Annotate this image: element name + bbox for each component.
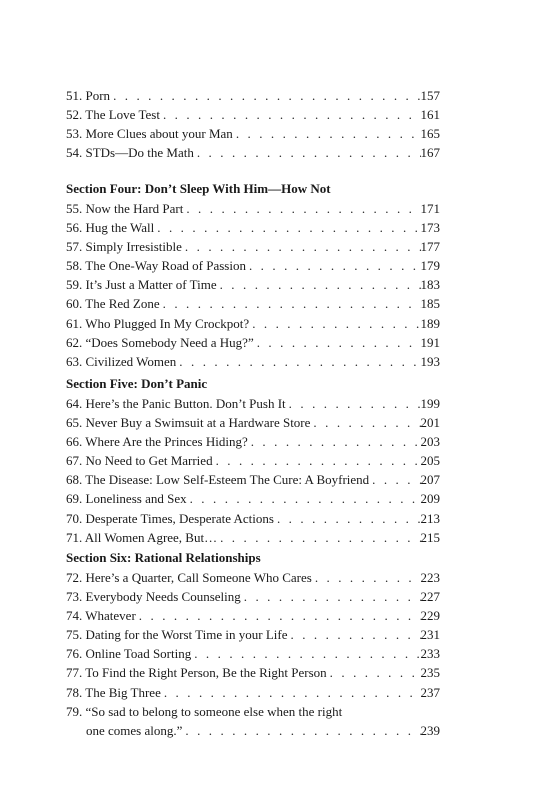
toc-entry bbox=[66, 314, 440, 333]
toc-entry-title-line1: 79. “So sad to belong to someone else when the right bbox=[66, 703, 343, 719]
dot-leader bbox=[194, 143, 421, 162]
dot-leader bbox=[182, 721, 420, 740]
toc-entry-page: 183 bbox=[420, 277, 440, 293]
toc-entry-title: 63. Civilized Women bbox=[66, 353, 177, 369]
toc-entry bbox=[66, 413, 440, 432]
toc-entry-page: 167 bbox=[420, 145, 440, 161]
toc-entry-page: 179 bbox=[420, 258, 440, 274]
toc-entry-page: 177 bbox=[420, 239, 440, 255]
section-heading: Section Six: Rational Relationships bbox=[66, 550, 261, 565]
toc-entry-title: 57. Simply Irresistible bbox=[66, 239, 182, 255]
dot-leader bbox=[154, 218, 420, 237]
toc-entry-page: 227 bbox=[420, 589, 440, 605]
dot-leader bbox=[288, 625, 421, 644]
toc-entry-title: 62. “Does Somebody Need a Hug?” bbox=[66, 334, 254, 350]
dot-leader bbox=[369, 470, 420, 489]
toc-entry bbox=[66, 294, 440, 313]
toc-entry-title-line2: one comes along.” bbox=[86, 722, 183, 738]
toc-entry bbox=[66, 143, 440, 162]
dot-leader bbox=[327, 663, 421, 682]
toc-entry bbox=[66, 199, 440, 218]
toc-entry-page: 193 bbox=[420, 353, 440, 369]
dot-leader bbox=[233, 124, 421, 143]
toc-entry bbox=[66, 528, 440, 547]
toc-entry-title: 74. Whatever bbox=[66, 608, 136, 624]
section-heading: Section Five: Don’t Panic bbox=[66, 376, 208, 391]
toc-entry-page: 189 bbox=[420, 315, 440, 331]
dot-leader bbox=[217, 275, 421, 294]
toc-entry-title: 78. The Big Three bbox=[66, 684, 161, 700]
toc-entry-page: 161 bbox=[420, 107, 440, 123]
toc-entry-title: 60. The Red Zone bbox=[66, 296, 160, 312]
toc-entry bbox=[66, 587, 440, 606]
toc-entry-page: 171 bbox=[420, 201, 440, 216]
dot-leader bbox=[176, 352, 420, 371]
toc-entry bbox=[66, 394, 440, 413]
toc-entry-page: 185 bbox=[420, 296, 440, 312]
toc-entry-title: 58. The One-Way Road of Passion bbox=[66, 258, 246, 274]
toc-entry bbox=[66, 218, 440, 237]
toc-entry-page: 191 bbox=[420, 334, 440, 350]
toc-entry-page: 157 bbox=[420, 88, 440, 103]
dot-leader bbox=[274, 509, 421, 528]
toc-entry bbox=[66, 568, 440, 587]
toc-entry-title: 73. Everybody Needs Counseling bbox=[66, 589, 241, 605]
toc-entry bbox=[66, 470, 440, 489]
toc-entry-title: 61. Who Plugged In My Crockpot? bbox=[66, 315, 250, 331]
dot-leader bbox=[286, 394, 421, 413]
toc-entry-page: 229 bbox=[420, 608, 440, 624]
dot-leader bbox=[254, 333, 421, 352]
toc-entry-title: 56. Hug the Wall bbox=[66, 220, 155, 236]
toc-entry-page: 215 bbox=[420, 529, 440, 545]
toc-entry-title: 66. Where Are the Princes Hiding? bbox=[66, 434, 248, 450]
toc-entry bbox=[66, 625, 440, 644]
toc-entry bbox=[66, 256, 440, 275]
dot-leader bbox=[182, 237, 421, 256]
toc-entry-page: 201 bbox=[420, 415, 440, 431]
toc-entry-title: 67. No Need to Get Married bbox=[66, 453, 213, 469]
toc-entry bbox=[66, 105, 440, 124]
dot-leader bbox=[248, 432, 421, 451]
toc-entry-title: 77. To Find the Right Person, Be the Right Person bbox=[66, 665, 327, 681]
dot-leader bbox=[187, 489, 421, 508]
toc-entry-page: 165 bbox=[420, 126, 440, 142]
toc-entry bbox=[66, 683, 440, 702]
toc-section-five bbox=[66, 374, 440, 547]
dot-leader bbox=[213, 451, 421, 470]
dot-leader bbox=[246, 256, 421, 275]
toc-entry bbox=[66, 237, 440, 256]
toc-entry-title: 69. Loneliness and Sex bbox=[66, 491, 187, 507]
toc-entry-page: 239 bbox=[420, 722, 440, 738]
toc-entry-page: 233 bbox=[420, 646, 440, 662]
dot-leader bbox=[191, 644, 420, 663]
toc-entry-title: 71. All Women Agree, But… bbox=[66, 529, 218, 545]
toc-block-continued bbox=[66, 86, 440, 162]
toc-section-six bbox=[66, 548, 440, 740]
toc-entry-title: 52. The Love Test bbox=[66, 107, 160, 123]
toc-entry-title: 51. Porn bbox=[66, 88, 111, 103]
toc-entry-title: 53. More Clues about your Man bbox=[66, 126, 233, 142]
dot-leader bbox=[249, 314, 420, 333]
dot-leader bbox=[312, 568, 421, 587]
toc-entry-title: 68. The Disease: Low Self-Esteem The Cure: A Boyfriend bbox=[66, 472, 370, 488]
toc-entry-page: 173 bbox=[420, 220, 440, 236]
toc-entry-title: 76. Online Toad Sorting bbox=[66, 646, 192, 662]
toc-entry-page: 207 bbox=[420, 472, 440, 488]
dot-leader bbox=[217, 528, 420, 547]
toc-entry bbox=[66, 663, 440, 682]
dot-leader bbox=[241, 587, 421, 606]
dot-leader bbox=[160, 105, 421, 124]
toc-entry-title: 54. STDs—Do the Math bbox=[66, 145, 194, 161]
toc-entry-page: 209 bbox=[420, 491, 440, 507]
toc-entry bbox=[66, 509, 440, 528]
toc-entry-page: 199 bbox=[420, 396, 440, 411]
dot-leader bbox=[310, 413, 420, 432]
toc-entry bbox=[66, 352, 440, 371]
dot-leader bbox=[160, 294, 421, 313]
toc-entry bbox=[66, 644, 440, 663]
toc-entry bbox=[66, 721, 440, 740]
dot-leader bbox=[161, 683, 421, 702]
dot-leader bbox=[183, 199, 420, 218]
toc-entry-title: 75. Dating for the Worst Time in your Life bbox=[66, 627, 288, 643]
toc-section-four bbox=[66, 179, 440, 371]
toc-entry bbox=[66, 86, 440, 105]
toc-entry bbox=[66, 275, 440, 294]
toc-entry-page: 237 bbox=[420, 684, 440, 700]
toc-entry bbox=[66, 489, 440, 508]
toc-entry bbox=[66, 124, 440, 143]
toc-entry-page: 213 bbox=[420, 510, 440, 526]
toc-entry-title: 70. Desperate Times, Desperate Actions bbox=[66, 510, 274, 526]
toc-entry bbox=[66, 606, 440, 625]
toc-entry-title: 72. Here’s a Quarter, Call Someone Who Cares bbox=[66, 570, 312, 585]
toc-entry bbox=[66, 432, 440, 451]
toc-entry-title: 59. It’s Just a Matter of Time bbox=[66, 277, 217, 293]
toc-entry-title: 65. Never Buy a Swimsuit at a Hardware Store bbox=[66, 415, 311, 431]
toc-entry-page: 231 bbox=[420, 627, 440, 643]
toc-entry-title: 64. Here’s the Panic Button. Don’t Push It bbox=[66, 396, 286, 411]
toc-entry bbox=[66, 333, 440, 352]
toc-entry-title: 55. Now the Hard Part bbox=[66, 201, 184, 216]
toc-entry-page: 235 bbox=[420, 665, 440, 681]
toc-entry bbox=[66, 451, 440, 470]
toc-entry-page: 223 bbox=[420, 570, 440, 585]
dot-leader bbox=[136, 606, 421, 625]
toc-entry-page: 205 bbox=[420, 453, 440, 469]
dot-leader bbox=[110, 86, 420, 105]
section-heading: Section Four: Don’t Sleep With Him—How Not bbox=[66, 181, 331, 196]
toc-entry-page: 203 bbox=[420, 434, 440, 450]
